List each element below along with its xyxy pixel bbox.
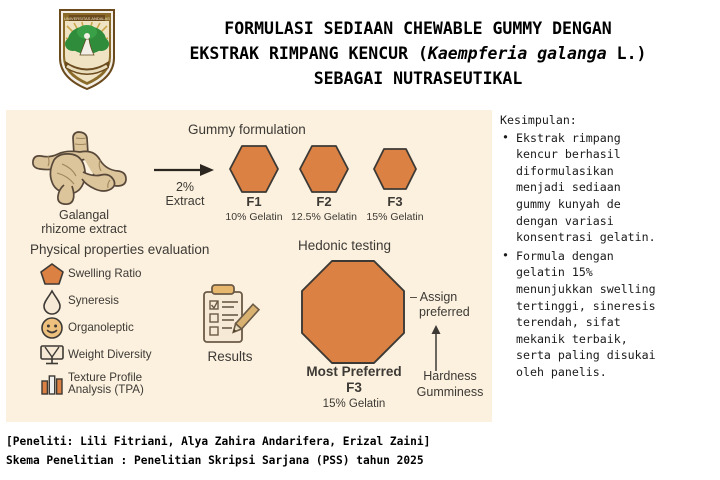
property-row-tpa <box>36 370 204 398</box>
conclusion-item-1-text: Ekstrak rimpang kencur berhasil diformulasikan menjadi sediaan gummy kunyah de dengan variasi konsentrasi gelatin. <box>516 130 656 245</box>
property-row-swelling <box>36 262 204 286</box>
page-title <box>118 16 718 91</box>
conclusion-item-1 <box>500 130 718 246</box>
conclusion-panel <box>500 112 718 422</box>
gummy-hexagon-f1 <box>228 143 280 195</box>
graphical-abstract-panel <box>6 110 492 422</box>
svg-text:UNIVERSITAS ANDALAS: UNIVERSITAS ANDALAS <box>64 16 110 21</box>
assign-preferred-label <box>410 290 490 320</box>
assign-preferred-line1: – Assign <box>410 290 458 304</box>
conclusion-title: Kesimpulan: <box>500 113 577 127</box>
bar-chart-tpa-icon <box>36 372 68 396</box>
gummy-hexagon-f3 <box>372 146 418 192</box>
title-line-2-pre: EKSTRAK RIMPANG KENCUR ( <box>189 44 428 63</box>
up-arrow-icon <box>429 325 443 371</box>
assign-preferred-line2: preferred <box>419 305 470 319</box>
extract-percent-line1: 2% <box>175 180 195 194</box>
hedonic-testing-title: Hedonic testing <box>298 238 392 253</box>
footer-researchers: [Peneliti: Lili Fitriani, Alya Zahira Andarifera, Erizal Zaini] <box>6 435 431 448</box>
galangal-rhizome-icon <box>28 128 140 206</box>
header <box>0 0 720 100</box>
galangal-label-line2: rhizome extract <box>41 222 127 236</box>
hedonic-octagon <box>298 258 408 368</box>
right-arrow-icon <box>154 162 216 178</box>
pentagon-swelling-icon <box>36 262 68 286</box>
extract-percent-label <box>152 180 218 208</box>
property-row-syneresis <box>36 289 204 313</box>
droplet-syneresis-icon <box>36 289 68 313</box>
conclusion-list <box>500 130 718 381</box>
property-row-weight-diversity <box>36 343 204 367</box>
bullet-icon: • <box>502 247 509 262</box>
property-label-tpa <box>68 372 144 397</box>
universitas-andalas-logo <box>56 6 118 92</box>
smiley-organoleptic-icon <box>36 316 68 340</box>
title-line-3: SEBAGAI NUTRASEUTIKAL <box>313 69 523 88</box>
title-line-1: FORMULASI SEDIAAN CHEWABLE GUMMY DENGAN <box>224 19 612 38</box>
title-line-2-post: L.) <box>606 44 647 63</box>
gummy-gelatin-f2: 12.5% Gelatin <box>291 211 357 223</box>
galangal-label-line1: Galangal <box>58 208 110 222</box>
property-label-tpa-line1: Texture Profile <box>68 370 143 384</box>
hedonic-caption-line1: Most Preferred <box>306 364 402 379</box>
property-label-tpa-line2: Analysis (TPA) <box>68 383 144 396</box>
physical-properties-title: Physical properties evaluation <box>30 242 210 257</box>
footer <box>6 432 716 470</box>
gummy-code-f1: F1 <box>246 194 262 209</box>
gummy-code-f3: F3 <box>387 194 403 209</box>
bullet-icon: • <box>502 129 509 144</box>
property-label-organoleptic: Organoleptic <box>68 320 134 334</box>
gummy-formulation-title: Gummy formulation <box>188 122 306 137</box>
property-label-swelling: Swelling Ratio <box>68 266 142 280</box>
clipboard-checklist-icon <box>198 280 260 352</box>
species-name: Kaempferia galanga <box>427 44 607 63</box>
conclusion-item-2-text: Formula dengan gelatin 15% menunjukkan swelling tertinggi, sineresis terendah, sifat mekanik terbaik, serta paling disukai oleh panelis. <box>516 248 656 379</box>
hardness-gumminess-label <box>404 368 496 400</box>
hardness-label: Hardness <box>423 369 477 383</box>
gumminess-label: Gumminess <box>416 385 484 399</box>
conclusion-item-2 <box>500 248 718 381</box>
property-label-weight-diversity: Weight Diversity <box>68 347 152 361</box>
hedonic-caption-line2: F3 <box>346 380 362 395</box>
property-label-syneresis: Syneresis <box>68 293 119 307</box>
gummy-code-f2: F2 <box>316 194 332 209</box>
extract-percent-line2: Extract <box>165 194 205 208</box>
results-label: Results <box>207 349 253 364</box>
hedonic-caption-line3: 15% Gelatin <box>322 398 386 410</box>
galangal-label <box>14 208 154 236</box>
gummy-hexagon-f2 <box>298 143 350 195</box>
property-row-organoleptic <box>36 316 204 340</box>
gummy-gelatin-f3: 15% Gelatin <box>366 211 424 223</box>
physical-properties-list <box>36 262 204 401</box>
gummy-gelatin-f1: 10% Gelatin <box>225 211 283 223</box>
balance-scale-icon <box>36 343 68 367</box>
title-line-2 <box>118 41 718 66</box>
footer-scheme: Skema Penelitian : Penelitian Skripsi Sarjana (PSS) tahun 2025 <box>6 454 424 467</box>
